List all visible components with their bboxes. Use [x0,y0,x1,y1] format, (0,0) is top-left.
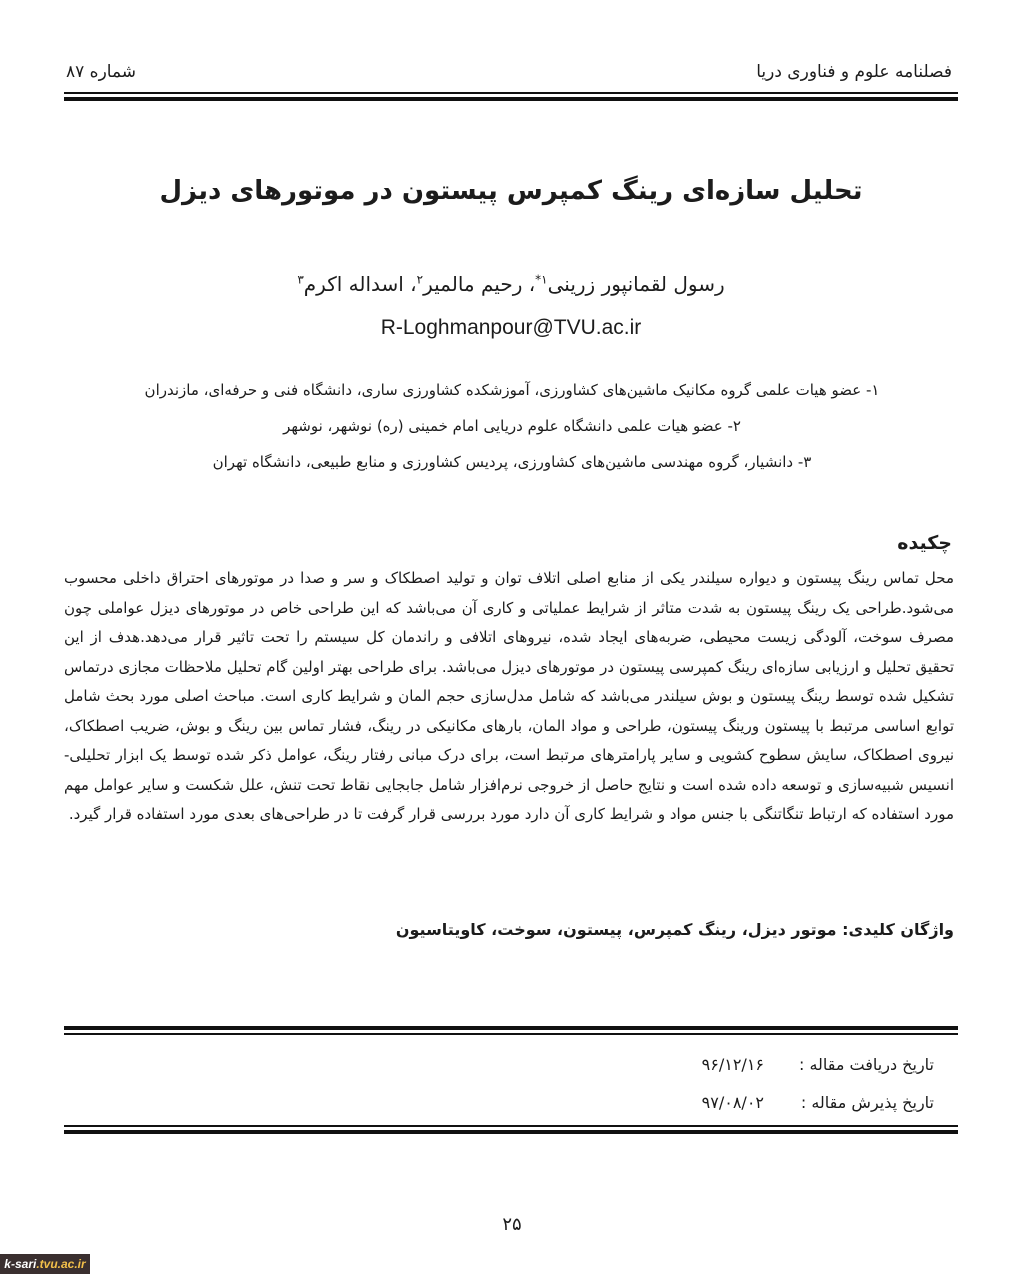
author-affiliation-marker: ۲ [416,272,424,287]
accepted-date-label: تاریخ پذیرش مقاله : [800,1093,934,1112]
accepted-date-value: ۹۷/۰۸/۰۲ [701,1093,764,1112]
journal-name: فصلنامه علوم و فناوری دریا [756,62,952,82]
author-name: رحیم مالمیر [423,272,523,296]
header-rule-thin [64,92,958,94]
paper-title: تحلیل سازه‌ای رینگ کمپرس پیستون در موتورهای دیزل [159,176,863,206]
author-list [64,272,958,296]
footer-rule-bottom-thick [64,1130,958,1134]
accepted-date-row [702,1084,934,1122]
received-date-label: تاریخ دریافت مقاله : [798,1055,934,1074]
header-rule-thick [64,97,958,101]
author-separator: ، [403,272,417,296]
corresponding-email: R-Loghmanpour@TVU.ac.ir [380,316,642,339]
footer-rule-bottom-thin [64,1125,958,1127]
author-affiliation-marker: ۳ [297,272,304,287]
affiliation-item: ۲- عضو هیات علمی دانشگاه علوم دریایی امام خمینی (ره) نوشهر، نوشهر [283,417,741,435]
article-dates [702,1046,934,1122]
author-affiliation-marker: ۱* [535,272,548,287]
author-name: رسول لقمانپور زرینی [547,272,725,296]
author-separator: ، [522,272,536,296]
page-number: ۲۵ [502,1214,522,1235]
received-date-row [702,1046,934,1084]
footer-rule-top-thin [64,1033,958,1035]
affiliation-list [70,372,954,480]
site-watermark-badge [0,1254,90,1274]
affiliation-item: ۳- دانشیار، گروه مهندسی ماشین‌های کشاورزی، پردیس کشاورزی و منابع طبیعی، دانشگاه تهران [212,453,812,471]
affiliation-item: ۱- عضو هیات علمی گروه مکانیک ماشین‌های کشاورزی، آموزشکده کشاورزی ساری، دانشگاه فنی و حرفه‌ای، مازندران [144,381,880,399]
footer-rule-top-thick [64,1026,958,1030]
author-name: اسداله اکرم [303,272,404,296]
site-badge-prefix: k-sari [4,1257,37,1271]
received-date-value: ۹۶/۱۲/۱۶ [701,1055,764,1074]
abstract-heading: چکیده [897,532,952,554]
abstract-body: محل تماس رینگ پیستون و دیواره سیلندر یکی از منابع اصلی اتلاف توان و تولید اصطکاک و سر و صدا در موتورهای احتراق داخلی محسوب می‌شود.طراحی یک رینگ پیستون به شدت متاثر از شرایط عملیاتی و کاری آن می‌باشد که این طراحی خاص در موتورهای دیزل عواملی چون مصرف سوخت، آلودگی زیست محیطی، ضربه‌های ایجاد شده، نیروهای اتلافی و راندمان کل سیستم را تحت تاثیر قرار می‌دهد.هدف از این تحقیق تحلیل و ارزیابی سازه‌ای رینگ کمپرسی پیستون در موتورهای دیزل می‌باشد. برای طراحی بهتر اولین گام تحلیل ملاحظات مجازی درتماس تشکیل شده توسط رینگ پیستون و بوش سیلندر می‌باشد که شامل مدل‌سازی حجم المان و شرایط کاری است. مباحث اصلی مورد بحث شامل توابع اساسی مرتبط با پیستون ورینگ پیستون، طراحی و مواد المان، بارهای مکانیکی در رینگ، فشار تماس بین رینگ و بوش، ضریب اصطکاک، نیروی اصطکاک، سایش سطوح کشویی و سایر پارامترهای مرتبط است، برای درک مبانی رفتار رینگ، عوامل ذکر شده توسط یک ابزار تحلیلی-انسیس شبیه‌سازی و توسعه داده شده است و نتایج حاصل از خروجی نرم‌افزار شامل جابجایی نقاط تحت تنش، علل شکست و سایر عوامل مهم مورد استفاده که ارتباط تنگاتنگی با جنس مواد و شرایط کاری آن دارد مورد بررسی قرار گرفت تا در طراحی‌های بعدی مورد استفاده قرار گیرد. [64,569,954,823]
keywords: واژگان کلیدی: موتور دیزل، رینگ کمپرس، پیستون، سوخت، کاویتاسیون [395,920,954,939]
site-badge-domain: .tvu.ac.ir [36,1257,86,1271]
issue-number: شماره ۸۷ [66,62,137,82]
